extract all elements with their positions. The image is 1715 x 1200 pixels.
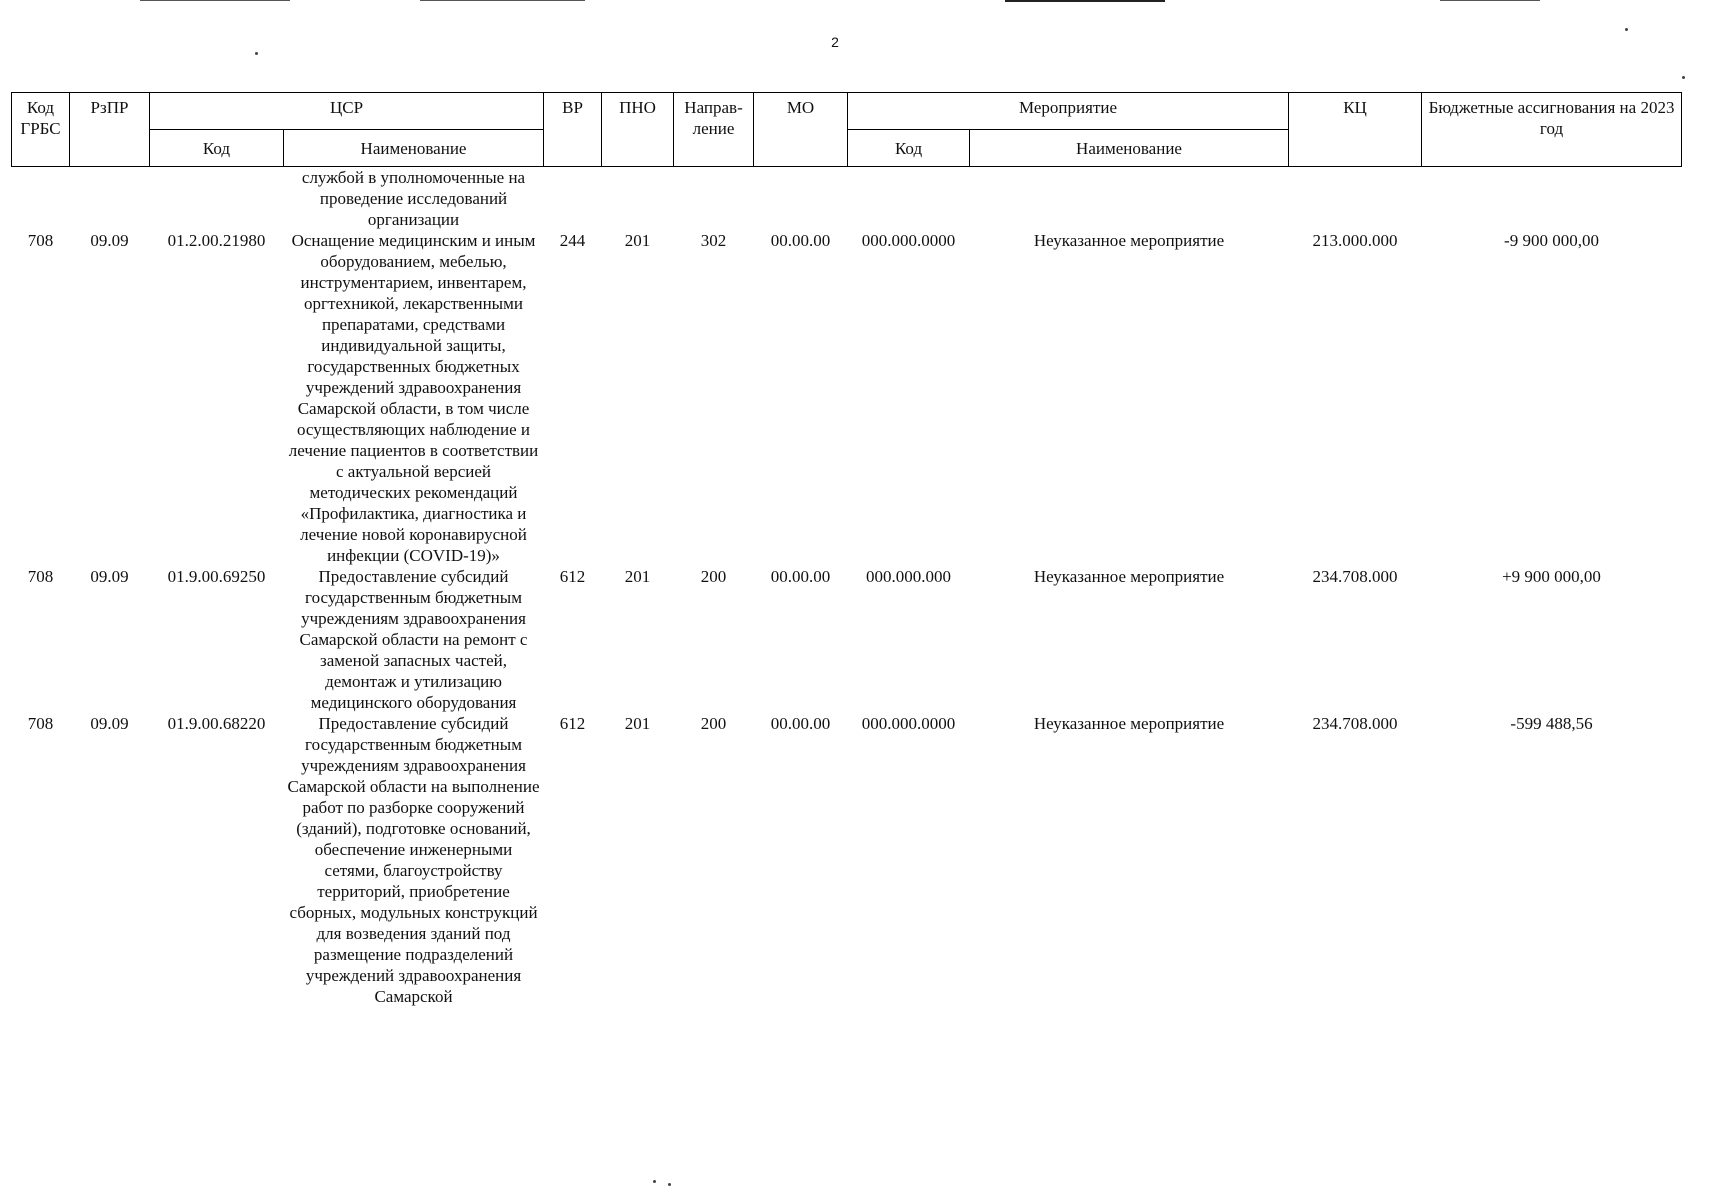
cell-csr-kod: 01.2.00.21980 xyxy=(167,231,266,250)
scan-speck xyxy=(255,52,258,55)
cell-napravlenie: 302 xyxy=(700,231,727,250)
cell-vr: 244 xyxy=(559,231,586,250)
cell-kc: 213.000.000 xyxy=(1312,231,1398,250)
table-row-continuation xyxy=(12,167,1682,231)
cell-pno: 201 xyxy=(624,231,651,250)
cell-napravlenie: 200 xyxy=(700,567,727,586)
cell-amount: -599 488,56 xyxy=(1510,714,1593,733)
cell-kc: 234.708.000 xyxy=(1312,567,1398,586)
scan-speck xyxy=(668,1183,671,1186)
header-csr-kod: Код xyxy=(150,130,284,167)
table-header xyxy=(12,93,1682,167)
scan-top-rule xyxy=(420,0,585,1)
scan-speck xyxy=(1682,76,1685,79)
header-rzpr: РзПР xyxy=(70,93,150,167)
table-row xyxy=(12,230,1682,566)
page-number: 2 xyxy=(831,34,839,50)
scan-top-rule xyxy=(1440,0,1540,1)
cell-grbs: 708 xyxy=(27,567,54,586)
cell-amount: -9 900 000,00 xyxy=(1504,231,1599,250)
header-kc: КЦ xyxy=(1289,93,1422,167)
scan-speck xyxy=(1625,28,1628,31)
cell-mer-name: Неуказанное мероприятие xyxy=(1033,567,1225,586)
header-assignments-2023: Бюджетные ассигнования на 2023 год xyxy=(1422,93,1682,167)
cell-rzpr: 09.09 xyxy=(90,714,129,733)
header-vr: ВР xyxy=(544,93,602,167)
header-pno: ПНО xyxy=(602,93,674,167)
cell-csr-name: Оснащение медицинским и иным оборудованием, мебелью, инструментарием, инвентарем, оргтехникой, лекарственными препаратами, средствами индивидуальной защиты, государственных бюджетных учреждений здравоохранения Самарской области, в том числе осуществляющих наблюдение и лечение пациентов в соответствии с актуальной версией методических рекомендаций «Профилактика, диагностика и лечение новой коронавирусной инфекции (COVID-19)» xyxy=(288,231,539,565)
scan-speck xyxy=(653,1180,656,1183)
header-napravlenie: Направ-ление xyxy=(674,93,754,167)
cell-mo: 00.00.00 xyxy=(770,714,831,733)
budget-table xyxy=(11,92,1682,1007)
header-kod-grbs: Код ГРБС xyxy=(12,93,70,167)
cell-grbs: 708 xyxy=(27,231,54,250)
header-mer-kod: Код xyxy=(848,130,970,167)
cell-amount: +9 900 000,00 xyxy=(1502,567,1601,586)
continuation-text: службой в уполномоченные на проведение исследований организации xyxy=(301,168,526,229)
header-csr-name: Наименование xyxy=(284,130,544,167)
cell-mer-name: Неуказанное мероприятие xyxy=(1033,231,1225,250)
cell-pno: 201 xyxy=(624,567,651,586)
cell-csr-kod: 01.9.00.69250 xyxy=(167,567,266,586)
header-meropriyatie: Мероприятие xyxy=(848,93,1289,130)
cell-csr-kod: 01.9.00.68220 xyxy=(167,714,266,733)
cell-mer-kod: 000.000.000 xyxy=(866,567,952,586)
cell-kc: 234.708.000 xyxy=(1312,714,1398,733)
cell-rzpr: 09.09 xyxy=(90,567,129,586)
cell-mer-name: Неуказанное мероприятие xyxy=(1033,714,1225,733)
cell-grbs: 708 xyxy=(27,714,54,733)
cell-mo: 00.00.00 xyxy=(770,231,831,250)
header-mo: МО xyxy=(754,93,848,167)
scan-top-rule xyxy=(140,0,290,1)
cell-csr-name: Предоставление субсидий государственным бюджетным учреждениям здравоохранения Самарской области на ремонт с заменой запасных частей, демонтаж и утилизацию медицинского оборудования xyxy=(299,567,528,712)
cell-csr-name: Предоставление субсидий государственным бюджетным учреждениям здравоохранения Самарской области на выполнение работ по разборке сооружений (зданий), подготовке оснований, обеспечение инженерными сетями, благоустройству территорий, приобретение сборных, модульных конструкций для возведения зданий под размещение подразделений учреждений здравоохранения Самарской xyxy=(287,714,540,1006)
header-csr: ЦСР xyxy=(150,93,544,130)
scan-top-rule xyxy=(1005,0,1165,2)
cell-vr: 612 xyxy=(559,714,586,733)
cell-mo: 00.00.00 xyxy=(770,567,831,586)
table-row xyxy=(12,713,1682,1007)
cell-pno: 201 xyxy=(624,714,651,733)
table-row xyxy=(12,566,1682,713)
cell-rzpr: 09.09 xyxy=(90,231,129,250)
table-body xyxy=(12,167,1682,1008)
cell-mer-kod: 000.000.0000 xyxy=(861,231,956,250)
cell-napravlenie: 200 xyxy=(700,714,727,733)
cell-vr: 612 xyxy=(559,567,586,586)
cell-mer-kod: 000.000.0000 xyxy=(861,714,956,733)
header-mer-name: Наименование xyxy=(970,130,1289,167)
